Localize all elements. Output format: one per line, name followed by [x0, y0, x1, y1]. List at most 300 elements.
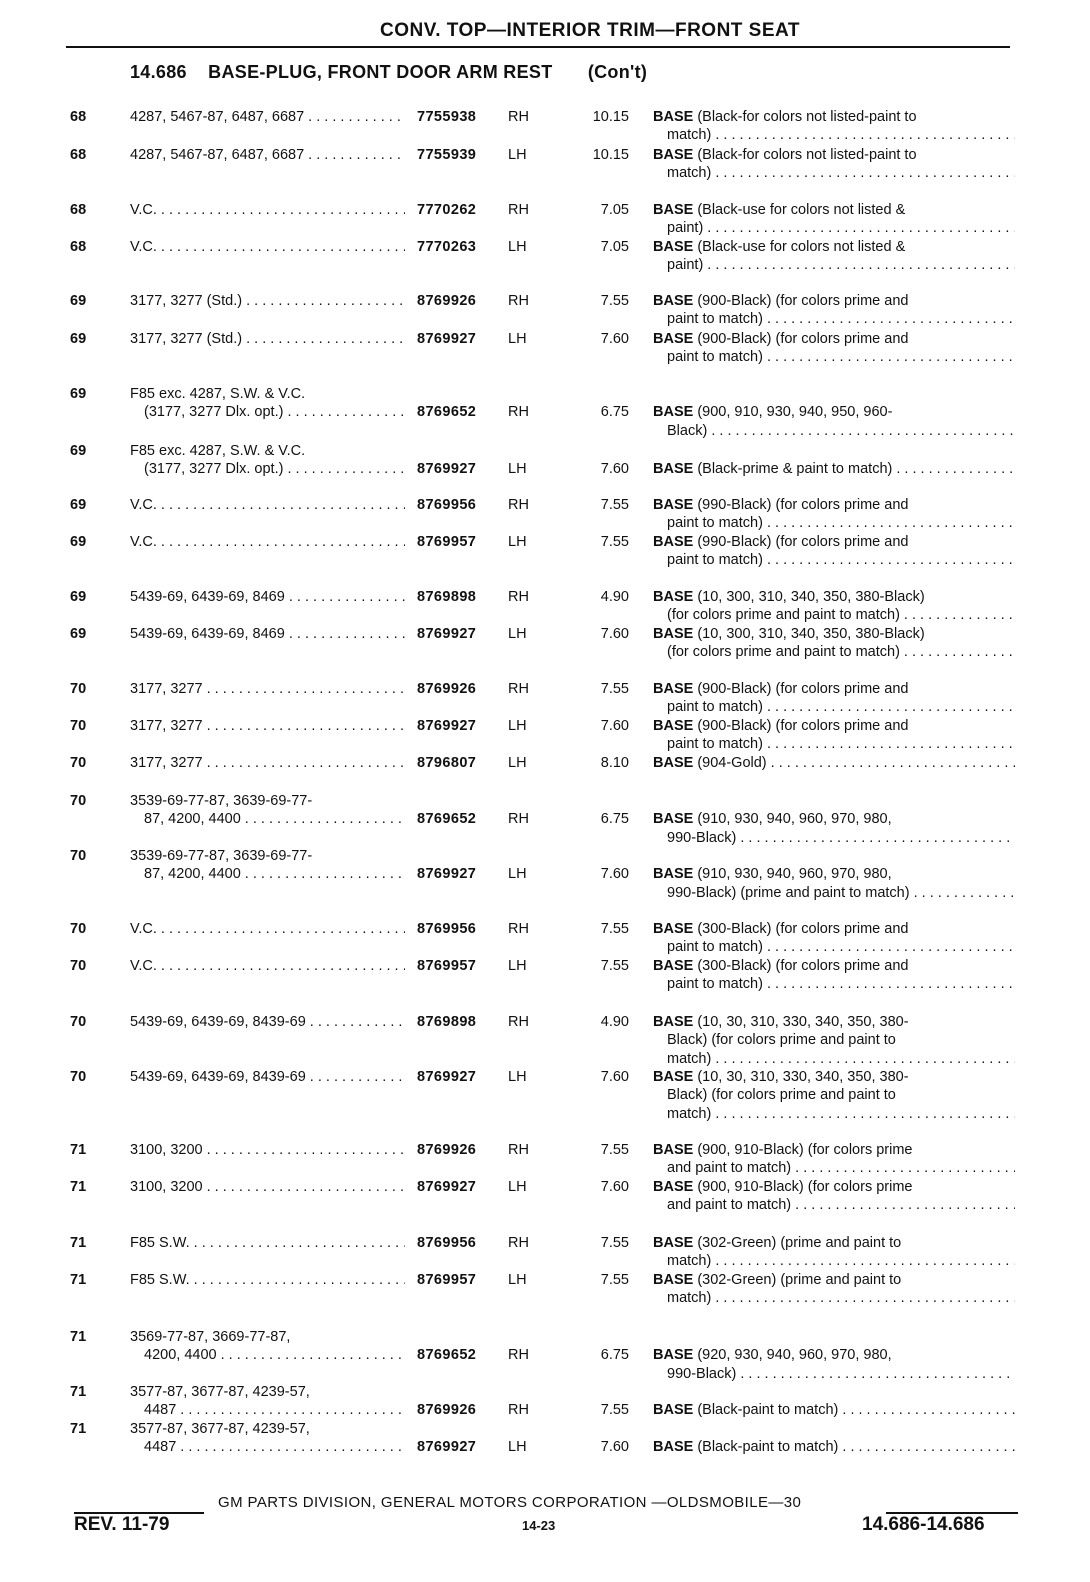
part-description	[653, 1013, 1015, 1068]
model-codes-line: 3539-69-77-87, 3639-69-77-	[130, 793, 313, 809]
description-line	[653, 920, 1015, 938]
side-indicator: RH	[508, 811, 529, 828]
list-price: 7.60	[600, 331, 629, 347]
list-price: 7.60	[600, 626, 629, 642]
list-price: 7.05	[600, 202, 629, 218]
description-line	[653, 680, 1015, 698]
part-name: BASE	[653, 331, 694, 347]
model-codes	[130, 920, 405, 938]
model-codes-line: 5439-69, 6439-69, 8469 . . .	[130, 588, 405, 606]
part-name: BASE	[653, 1179, 694, 1195]
model-codes	[130, 1420, 405, 1457]
description-line	[653, 1401, 1015, 1419]
description-text: (Black-for colors not listed-paint to	[697, 147, 917, 163]
part-description	[653, 496, 1015, 533]
part-name: BASE	[653, 1347, 694, 1364]
part-name: BASE	[653, 1142, 694, 1158]
list-price: 10.15	[592, 147, 629, 163]
side-indicator: RH	[508, 109, 529, 125]
side-indicator: LH	[508, 461, 527, 478]
part-description	[653, 810, 1015, 847]
description-text: (300-Black) (for colors prime and	[697, 921, 909, 937]
model-codes	[130, 108, 405, 126]
description-line	[653, 496, 1015, 514]
description-text: (302-Green) (prime and paint to	[697, 1235, 902, 1251]
side-indicator: LH	[508, 718, 527, 734]
list-price: 7.55	[600, 1235, 629, 1251]
side-indicator: RH	[508, 404, 529, 421]
model-codes	[130, 1234, 405, 1252]
description-text: (990-Black) (for colors prime and	[697, 534, 909, 550]
model-year: 68	[70, 109, 87, 125]
model-codes-line: 4200, 4400 . . .	[130, 1346, 405, 1364]
model-codes-line: F85 exc. 4287, S.W. & V.C.	[130, 443, 306, 459]
description-line	[653, 957, 1015, 975]
side-indicator: RH	[508, 1142, 529, 1158]
section-name: BASE-PLUG, FRONT DOOR ARM REST	[208, 62, 553, 82]
model-codes	[130, 588, 405, 606]
description-text: (Black-use for colors not listed &	[697, 239, 906, 255]
part-description	[653, 108, 1015, 145]
model-year: 70	[70, 681, 87, 697]
model-codes-line: V.C. . . .	[130, 920, 405, 938]
model-year: 70	[70, 718, 87, 734]
description-line	[653, 1234, 1015, 1252]
part-description	[653, 1346, 1015, 1383]
side-indicator: LH	[508, 866, 527, 883]
description-line	[653, 1068, 1015, 1086]
side-indicator: RH	[508, 589, 529, 605]
description-line: match) . . .	[653, 1252, 1015, 1270]
list-price: 7.60	[600, 866, 629, 883]
model-codes	[130, 533, 405, 551]
list-price: 7.55	[600, 958, 629, 974]
side-indicator: LH	[508, 1069, 527, 1085]
model-codes-line: 3577-87, 3677-87, 4239-57,	[130, 1421, 310, 1437]
part-name: BASE	[653, 1272, 694, 1288]
model-codes-line: 4487 . . .	[130, 1438, 405, 1456]
model-codes-line: 5439-69, 6439-69, 8469 . . .	[130, 625, 405, 643]
description-line	[653, 1013, 1015, 1031]
description-line: paint to match) . . .	[653, 551, 1015, 569]
model-year: 70	[70, 921, 87, 937]
model-year: 69	[70, 589, 87, 605]
model-codes-line: 5439-69, 6439-69, 8439-69 . . .	[130, 1013, 405, 1031]
model-codes-line: 5439-69, 6439-69, 8439-69 . . .	[130, 1068, 405, 1086]
model-codes-line: 87, 4200, 4400 . . .	[130, 810, 405, 828]
page-number: 14-23	[522, 1518, 556, 1533]
description-text: (10, 30, 310, 330, 340, 350, 380-	[697, 1014, 909, 1030]
part-name: BASE	[653, 1402, 694, 1419]
part-name: BASE	[653, 811, 694, 828]
description-line	[653, 1438, 1015, 1456]
model-codes	[130, 792, 405, 829]
model-year: 70	[70, 848, 87, 864]
part-description	[653, 1401, 1015, 1419]
part-number: 8769956	[417, 497, 477, 513]
description-line	[653, 533, 1015, 551]
list-price: 7.60	[600, 1179, 629, 1195]
model-year: 69	[70, 331, 87, 347]
part-name: BASE	[653, 866, 694, 883]
part-name: BASE	[653, 589, 694, 605]
part-name: BASE	[653, 293, 694, 309]
description-text: (10, 300, 310, 340, 350, 380-Black)	[697, 626, 925, 642]
description-text: (904-Gold)	[697, 755, 767, 771]
list-price: 6.75	[600, 1347, 629, 1364]
description-line: paint to match) . . .	[653, 938, 1015, 956]
part-number: 8769652	[417, 404, 477, 421]
part-number: 8769957	[417, 1272, 477, 1288]
part-name: BASE	[653, 239, 694, 255]
description-text: (900-Black) (for colors prime and	[697, 331, 909, 347]
description-line: Black) (for colors prime and paint to	[667, 1087, 896, 1104]
model-year: 70	[70, 958, 87, 974]
model-codes-line: 3177, 3277 (Std.) . . .	[130, 292, 405, 310]
part-description	[653, 146, 1015, 183]
list-price: 7.55	[600, 293, 629, 309]
description-line: 990-Black) (prime and paint to match) . . .	[653, 884, 1015, 902]
side-indicator: RH	[508, 1014, 529, 1030]
part-name: BASE	[653, 497, 694, 513]
part-name: BASE	[653, 147, 694, 163]
description-text: (910, 930, 940, 960, 970, 980,	[697, 811, 892, 828]
description-text: (990-Black) (for colors prime and	[697, 497, 909, 513]
description-text: (Black-paint to match)	[697, 1439, 839, 1456]
part-name: BASE	[653, 755, 694, 771]
list-price: 7.55	[600, 1142, 629, 1158]
model-year: 71	[70, 1235, 87, 1251]
part-description	[653, 1178, 1015, 1215]
side-indicator: RH	[508, 1235, 529, 1251]
description-line: match) . . .	[653, 1289, 1015, 1307]
part-number: 7770262	[417, 202, 477, 218]
list-price: 7.60	[600, 1439, 629, 1456]
part-description	[653, 717, 1015, 754]
description-text: (Black-for colors not listed-paint to	[697, 109, 917, 125]
model-year: 71	[70, 1272, 87, 1288]
list-price: 7.55	[600, 681, 629, 697]
description-line	[653, 754, 1015, 772]
description-text: (Black-paint to match)	[697, 1402, 839, 1419]
description-text: (Black-use for colors not listed &	[697, 202, 906, 218]
model-codes-line: 3100, 3200 . . .	[130, 1141, 405, 1159]
part-description	[653, 1234, 1015, 1271]
description-text: (302-Green) (prime and paint to	[697, 1272, 902, 1288]
model-codes-line: V.C. . . .	[130, 238, 405, 256]
model-codes	[130, 292, 405, 310]
part-description	[653, 625, 1015, 662]
part-name: BASE	[653, 718, 694, 734]
model-codes-line: 87, 4200, 4400 . . .	[130, 865, 405, 883]
list-price: 6.75	[600, 404, 629, 421]
description-text: (10, 30, 310, 330, 340, 350, 380-	[697, 1069, 909, 1085]
model-codes	[130, 146, 405, 164]
part-name: BASE	[653, 534, 694, 550]
model-codes	[130, 1271, 405, 1289]
model-year: 68	[70, 147, 87, 163]
model-codes	[130, 847, 405, 884]
description-line: paint) . . .	[653, 219, 1015, 237]
part-number: 8796807	[417, 755, 477, 771]
side-indicator: LH	[508, 1272, 527, 1288]
side-indicator: RH	[508, 1402, 529, 1419]
list-price: 7.55	[600, 921, 629, 937]
part-description	[653, 588, 1015, 625]
side-indicator: RH	[508, 1347, 529, 1364]
model-year: 69	[70, 293, 87, 309]
part-number: 8769956	[417, 1235, 477, 1251]
side-indicator: LH	[508, 626, 527, 642]
model-year: 69	[70, 497, 87, 513]
side-indicator: LH	[508, 239, 527, 255]
description-text: (10, 300, 310, 340, 350, 380-Black)	[697, 589, 925, 605]
model-codes	[130, 330, 405, 348]
description-line	[653, 403, 1015, 421]
model-codes-line: F85 exc. 4287, S.W. & V.C.	[130, 386, 306, 402]
part-number: 8769957	[417, 534, 477, 550]
model-year: 69	[70, 443, 87, 459]
part-number: 8769957	[417, 958, 477, 974]
list-price: 6.75	[600, 811, 629, 828]
model-codes-line: V.C. . . .	[130, 957, 405, 975]
model-year: 71	[70, 1142, 87, 1158]
part-description	[653, 330, 1015, 367]
model-year: 70	[70, 793, 87, 809]
model-year: 70	[70, 1069, 87, 1085]
description-line: 990-Black) . . .	[653, 829, 1015, 847]
part-number: 8769927	[417, 331, 477, 347]
description-text: (900, 910, 930, 940, 950, 960-	[697, 404, 893, 421]
model-year: 71	[70, 1421, 87, 1437]
side-indicator: LH	[508, 958, 527, 974]
part-name: BASE	[653, 958, 694, 974]
list-price: 7.05	[600, 239, 629, 255]
list-price: 7.55	[600, 534, 629, 550]
part-description	[653, 201, 1015, 238]
model-codes	[130, 1013, 405, 1031]
description-text: (900, 910-Black) (for colors prime	[697, 1179, 913, 1195]
list-price: 7.55	[600, 1272, 629, 1288]
description-line: paint to match) . . .	[653, 514, 1015, 532]
model-year: 70	[70, 755, 87, 771]
model-year: 69	[70, 386, 87, 402]
part-number: 8769927	[417, 626, 477, 642]
list-price: 7.60	[600, 718, 629, 734]
model-year: 70	[70, 1014, 87, 1030]
part-number: 8769898	[417, 1014, 477, 1030]
list-price: 7.60	[600, 1069, 629, 1085]
model-codes-line: (3177, 3277 Dlx. opt.) . . .	[130, 403, 405, 421]
model-codes-line: V.C. . . .	[130, 201, 405, 219]
description-line	[653, 1178, 1015, 1196]
part-description	[653, 920, 1015, 957]
part-number: 8769652	[417, 1347, 477, 1364]
description-line: match) . . .	[653, 164, 1015, 182]
description-line	[653, 810, 1015, 828]
part-number: 8769926	[417, 1142, 477, 1158]
side-indicator: RH	[508, 681, 529, 697]
description-text: (900-Black) (for colors prime and	[697, 718, 909, 734]
description-line: 990-Black) . . .	[653, 1365, 1015, 1383]
part-number: 8769926	[417, 1402, 477, 1419]
model-codes	[130, 1141, 405, 1159]
part-name: BASE	[653, 202, 694, 218]
part-number: 8769927	[417, 1179, 477, 1195]
part-name: BASE	[653, 1439, 694, 1456]
description-line	[653, 108, 1015, 126]
description-line: paint) . . .	[653, 256, 1015, 274]
part-number: 8769927	[417, 1069, 477, 1085]
side-indicator: LH	[508, 147, 527, 163]
model-codes-line: V.C. . . .	[130, 533, 405, 551]
description-text: (300-Black) (for colors prime and	[697, 958, 909, 974]
model-codes	[130, 680, 405, 698]
part-number: 8769926	[417, 681, 477, 697]
model-codes	[130, 1178, 405, 1196]
model-year: 68	[70, 202, 87, 218]
description-line: and paint to match) . . .	[653, 1196, 1015, 1214]
description-text: (910, 930, 940, 960, 970, 980,	[697, 866, 892, 883]
description-line: Black) (for colors prime and paint to	[667, 1032, 896, 1049]
model-year: 69	[70, 626, 87, 642]
part-description	[653, 1068, 1015, 1123]
model-codes-line: 3100, 3200 . . .	[130, 1178, 405, 1196]
model-codes	[130, 717, 405, 735]
part-description	[653, 292, 1015, 329]
part-description	[653, 865, 1015, 902]
model-codes-line: F85 S.W. . . .	[130, 1234, 405, 1252]
list-price: 10.15	[592, 109, 629, 125]
side-indicator: LH	[508, 534, 527, 550]
model-codes	[130, 1068, 405, 1086]
model-codes	[130, 1383, 405, 1420]
part-description	[653, 1141, 1015, 1178]
description-line	[653, 625, 1015, 643]
part-description	[653, 680, 1015, 717]
model-codes-line: 3577-87, 3677-87, 4239-57,	[130, 1384, 310, 1400]
description-line	[653, 201, 1015, 219]
list-price: 4.90	[600, 589, 629, 605]
part-description	[653, 403, 1015, 440]
section-range: 14.686-14.686	[862, 1514, 985, 1535]
description-line	[653, 588, 1015, 606]
model-codes	[130, 1328, 405, 1365]
model-codes	[130, 385, 405, 422]
side-indicator: LH	[508, 755, 527, 771]
model-codes-line: 3177, 3277 . . .	[130, 680, 405, 698]
model-codes	[130, 957, 405, 975]
part-description	[653, 238, 1015, 275]
part-name: BASE	[653, 404, 694, 421]
description-line	[653, 146, 1015, 164]
description-line	[653, 1271, 1015, 1289]
model-codes-line: 3177, 3277 (Std.) . . .	[130, 330, 405, 348]
description-line	[653, 1141, 1015, 1159]
page-title: CONV. TOP—INTERIOR TRIM—FRONT SEAT	[380, 20, 800, 41]
description-text: (Black-prime & paint to match)	[697, 461, 893, 478]
description-line: match) . . .	[653, 1050, 1015, 1068]
part-description	[653, 1438, 1015, 1456]
model-codes-line: 4287, 5467-87, 6487, 6687 . . .	[130, 146, 405, 164]
part-number: 8769956	[417, 921, 477, 937]
side-indicator: LH	[508, 1179, 527, 1195]
model-year: 69	[70, 534, 87, 550]
side-indicator: LH	[508, 331, 527, 347]
description-line	[653, 238, 1015, 256]
description-line: Black) . . .	[653, 422, 1015, 440]
description-text: (900-Black) (for colors prime and	[697, 681, 909, 697]
model-codes-line: 3177, 3277 . . .	[130, 754, 405, 772]
list-price: 7.55	[600, 497, 629, 513]
part-number: 8769927	[417, 461, 477, 478]
model-year: 71	[70, 1384, 87, 1400]
section-number: 14.686	[130, 62, 187, 82]
part-number: 8769898	[417, 589, 477, 605]
model-codes	[130, 754, 405, 772]
model-codes	[130, 238, 405, 256]
part-number: 8769927	[417, 866, 477, 883]
part-name: BASE	[653, 681, 694, 697]
model-codes	[130, 201, 405, 219]
side-indicator: RH	[508, 202, 529, 218]
description-line: paint to match) . . .	[653, 310, 1015, 328]
model-codes	[130, 625, 405, 643]
part-description	[653, 460, 1015, 478]
part-name: BASE	[653, 109, 694, 125]
model-year: 68	[70, 239, 87, 255]
list-price: 7.60	[600, 461, 629, 478]
description-line: match) . . .	[653, 1105, 1015, 1123]
model-codes-line: 4487 . . .	[130, 1401, 405, 1419]
part-number: 7755939	[417, 147, 477, 163]
list-price: 7.55	[600, 1402, 629, 1419]
side-indicator: RH	[508, 293, 529, 309]
part-description	[653, 533, 1015, 570]
list-price: 8.10	[600, 755, 629, 771]
model-year: 71	[70, 1179, 87, 1195]
description-line	[653, 330, 1015, 348]
description-line	[653, 292, 1015, 310]
part-number: 7755938	[417, 109, 477, 125]
part-number: 8769927	[417, 718, 477, 734]
description-text: (920, 930, 940, 960, 970, 980,	[697, 1347, 892, 1364]
model-codes-line: F85 S.W. . . .	[130, 1271, 405, 1289]
description-line: paint to match) . . .	[653, 975, 1015, 993]
description-line: paint to match) . . .	[653, 348, 1015, 366]
description-line	[653, 460, 1015, 478]
description-text: (900-Black) (for colors prime and	[697, 293, 909, 309]
description-text: (900, 910-Black) (for colors prime	[697, 1142, 913, 1158]
model-codes-line: (3177, 3277 Dlx. opt.) . . .	[130, 460, 405, 478]
description-line: paint to match) . . .	[653, 735, 1015, 753]
model-codes-line: 4287, 5467-87, 6487, 6687 . . .	[130, 108, 405, 126]
model-codes-line: 3569-77-87, 3669-77-87,	[130, 1329, 291, 1345]
footer-corporation: GM PARTS DIVISION, GENERAL MOTORS CORPORATION —OLDSMOBILE—30	[218, 1494, 802, 1511]
section-continued: (Con't)	[587, 62, 648, 82]
description-line	[653, 1346, 1015, 1364]
part-name: BASE	[653, 626, 694, 642]
part-name: BASE	[653, 1014, 694, 1030]
part-name: BASE	[653, 921, 694, 937]
side-indicator: RH	[508, 921, 529, 937]
description-line	[653, 865, 1015, 883]
list-price: 4.90	[600, 1014, 629, 1030]
description-line: (for colors prime and paint to match) . . .	[653, 606, 1015, 624]
revision-label: REV. 11-79	[74, 1514, 170, 1535]
part-name: BASE	[653, 1069, 694, 1085]
part-description	[653, 957, 1015, 994]
